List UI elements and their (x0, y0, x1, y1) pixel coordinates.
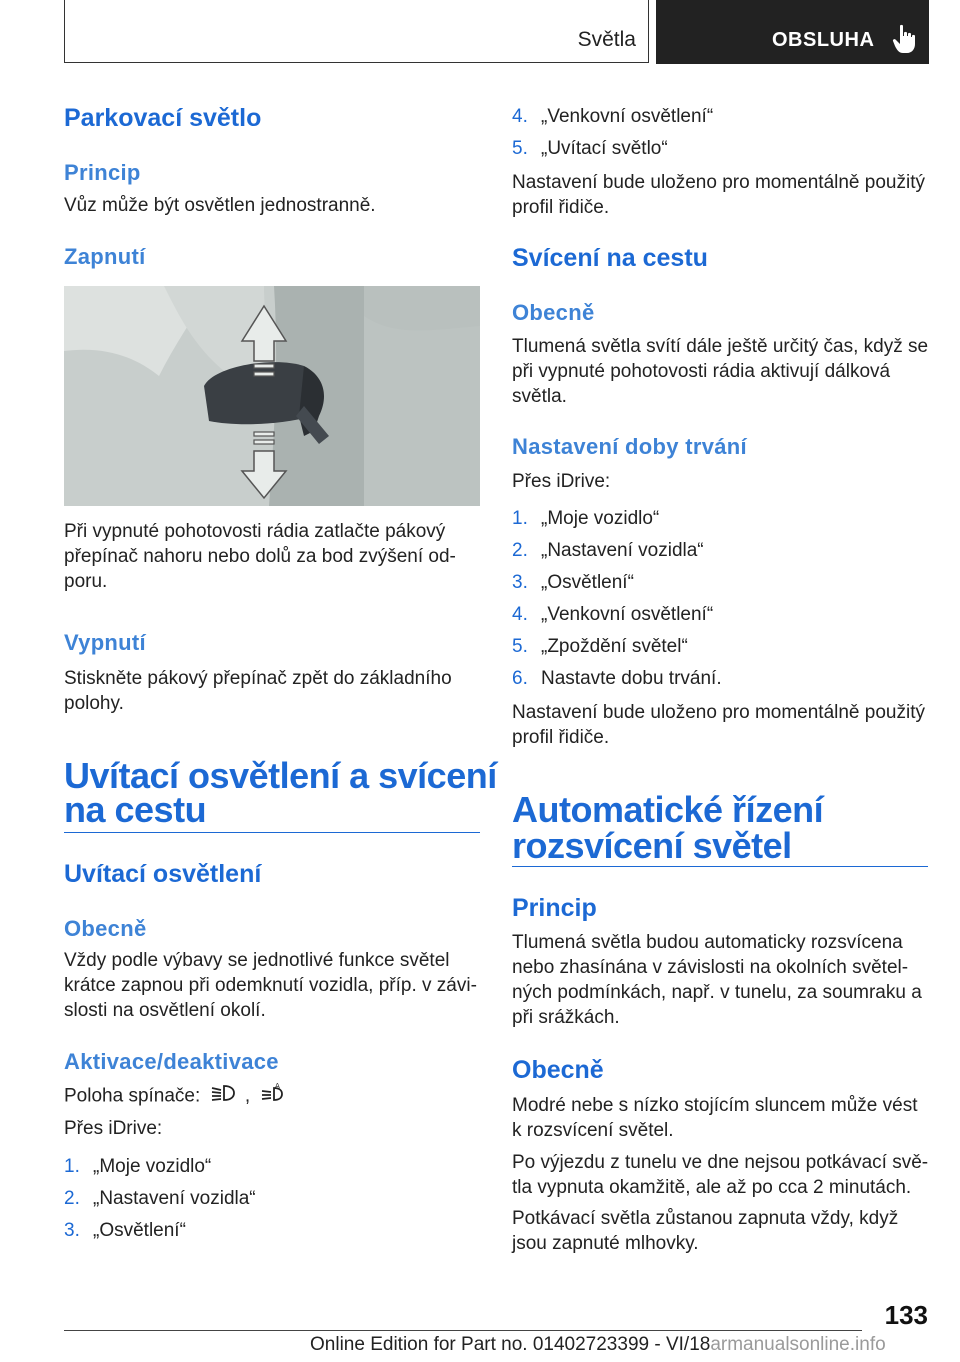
obecne2-text-3: Po výjezdu z tunelu ve dne nejsou potkávací svě- (512, 1152, 929, 1173)
section-rule (64, 832, 480, 833)
poloha-label: Poloha spínače: (64, 1085, 201, 1107)
princip-right-text-4: při srážkách. (512, 1007, 620, 1028)
list-number: 5. (512, 636, 528, 657)
uvitaci-title: Uvítací osvětlení (64, 860, 262, 888)
list-number: 4. (512, 604, 528, 625)
saved-text-1b: profil řidiče. (512, 197, 610, 218)
saved-text-1a: Nastavení bude uloženo pro momentálně použitý (512, 172, 925, 193)
footer-line (310, 1334, 886, 1356)
zapnuti-text-3: poru. (64, 571, 108, 592)
list-number: 4. (512, 106, 528, 127)
list-number: 6. (512, 668, 528, 689)
princip-right-text-1: Tlumená světla budou automaticky rozsvícena (512, 932, 903, 953)
footer-rule (64, 1330, 862, 1331)
list-number: 3. (64, 1220, 80, 1241)
poloha-separator: , (244, 1085, 251, 1107)
hand-pointer-icon (892, 24, 916, 54)
obecne-right-text-2: při vypnuté pohotovosti rádia aktivují dálková (512, 361, 891, 382)
aktivace-title: Aktivace/deaktivace (64, 1049, 279, 1074)
list-text: „Moje vozidlo“ (541, 508, 660, 529)
header-section-box (64, 0, 649, 63)
obecne-right-text-1: Tlumená světla svítí dále ještě určitý čas, když se (512, 336, 929, 357)
welcome-light-title-1: Uvítací osvětlení a svícení (64, 755, 497, 796)
list-number: 5. (512, 138, 528, 159)
saved-text-2a: Nastavení bude uloženo pro momentálně použitý (512, 702, 925, 723)
vypnuti-text-1: Stiskněte pákový přepínač zpět do základního (64, 668, 452, 689)
auto-light-icon (259, 1082, 285, 1111)
obecne-title: Obecně (64, 916, 147, 941)
list-text: „Nastavení vozidla“ (541, 540, 704, 561)
zapnuti-text-2: přepínač nahoru nebo dolů za bod zvýšení od- (64, 546, 456, 567)
list-text: „Venkovní osvětlení“ (541, 106, 714, 127)
princip-title-right: Princip (512, 894, 597, 922)
doba-title: Nastavení doby trvání (512, 434, 747, 459)
list-number: 2. (64, 1188, 80, 1209)
obecne-title-right: Obecně (512, 300, 595, 325)
obecne2-text-5: Potkávací světla zůstanou zapnuta vždy, když (512, 1208, 899, 1229)
saved-text-2b: profil řidiče. (512, 727, 610, 748)
list-text: „Zpoždění světel“ (541, 636, 688, 657)
list-number: 2. (512, 540, 528, 561)
low-beam-icon (210, 1082, 236, 1111)
parking-light-title: Parkovací světlo (64, 104, 262, 132)
header-tab-label: OBSLUHA (772, 29, 875, 51)
list-text: „Moje vozidlo“ (93, 1156, 212, 1177)
sviceni-title: Svícení na cestu (512, 244, 708, 272)
obecne2-title: Obecně (512, 1056, 604, 1084)
pres-idrive-right: Přes iDrive: (512, 471, 611, 492)
section-rule (512, 866, 928, 867)
zapnuti-text-1: Při vypnuté pohotovosti rádia zatlačte pákový (64, 521, 446, 542)
vypnuti-text-2: polohy. (64, 693, 124, 714)
obecne-text-3: slosti na osvětlení okolí. (64, 1000, 266, 1021)
princip-right-text-3: ných podmínkách, např. v tunelu, za soumraku a (512, 982, 922, 1003)
princip-right-text-2: nebo zhasínána v závislosti na okolních světel- (512, 957, 909, 978)
obecne2-text-1: Modré nebe s nízko stojícím sluncem může vést (512, 1095, 918, 1116)
obecne-text-1: Vždy podle výbavy se jednotlivé funkce světel (64, 950, 450, 971)
header-tab (656, 0, 929, 64)
lever-illustration (64, 286, 480, 506)
list-number: 3. (512, 572, 528, 593)
obecne2-text-2: k rozsvícení světel. (512, 1120, 674, 1141)
obecne-text-2: krátce zapnou při odemknutí vozidla, příp. v závi- (64, 975, 477, 996)
princip-title: Princip (64, 160, 141, 185)
list-text: „Osvětlení“ (541, 572, 634, 593)
list-text: „Venkovní osvětlení“ (541, 604, 714, 625)
zapnuti-title: Zapnutí (64, 244, 146, 269)
princip-text: Vůz může být osvětlen jednostranně. (64, 195, 376, 216)
list-text: „Osvětlení“ (93, 1220, 186, 1241)
header-section-title: Světla (577, 28, 636, 51)
obecne2-text-6: jsou zapnuté mlhovky. (512, 1233, 699, 1254)
obecne2-text-4: tla vypnuta okamžitě, ale až po cca 2 minutách. (512, 1177, 912, 1198)
pres-idrive-left: Přes iDrive: (64, 1118, 163, 1139)
list-number: 1. (64, 1156, 80, 1177)
welcome-light-title-2: na cestu (64, 789, 207, 830)
list-text: Nastavte dobu trvání. (541, 668, 722, 689)
auto-lights-title-2: rozsvícení světel (512, 825, 792, 866)
obecne-right-text-3: světla. (512, 386, 567, 407)
list-text: „Uvítací světlo“ (541, 138, 668, 159)
footer-edition: Online Edition for Part no. 01402723399 - VI/18 (310, 1334, 711, 1355)
auto-lights-title-1: Automatické řízení (512, 789, 824, 830)
vypnuti-title: Vypnutí (64, 630, 146, 655)
svg-text:A: A (275, 1082, 281, 1090)
list-text: „Nastavení vozidla“ (93, 1188, 256, 1209)
list-number: 1. (512, 508, 528, 529)
footer-watermark: armanualsonline.info (710, 1334, 886, 1355)
page-number: 133 (884, 1300, 928, 1330)
poloha-line (64, 1082, 482, 1111)
